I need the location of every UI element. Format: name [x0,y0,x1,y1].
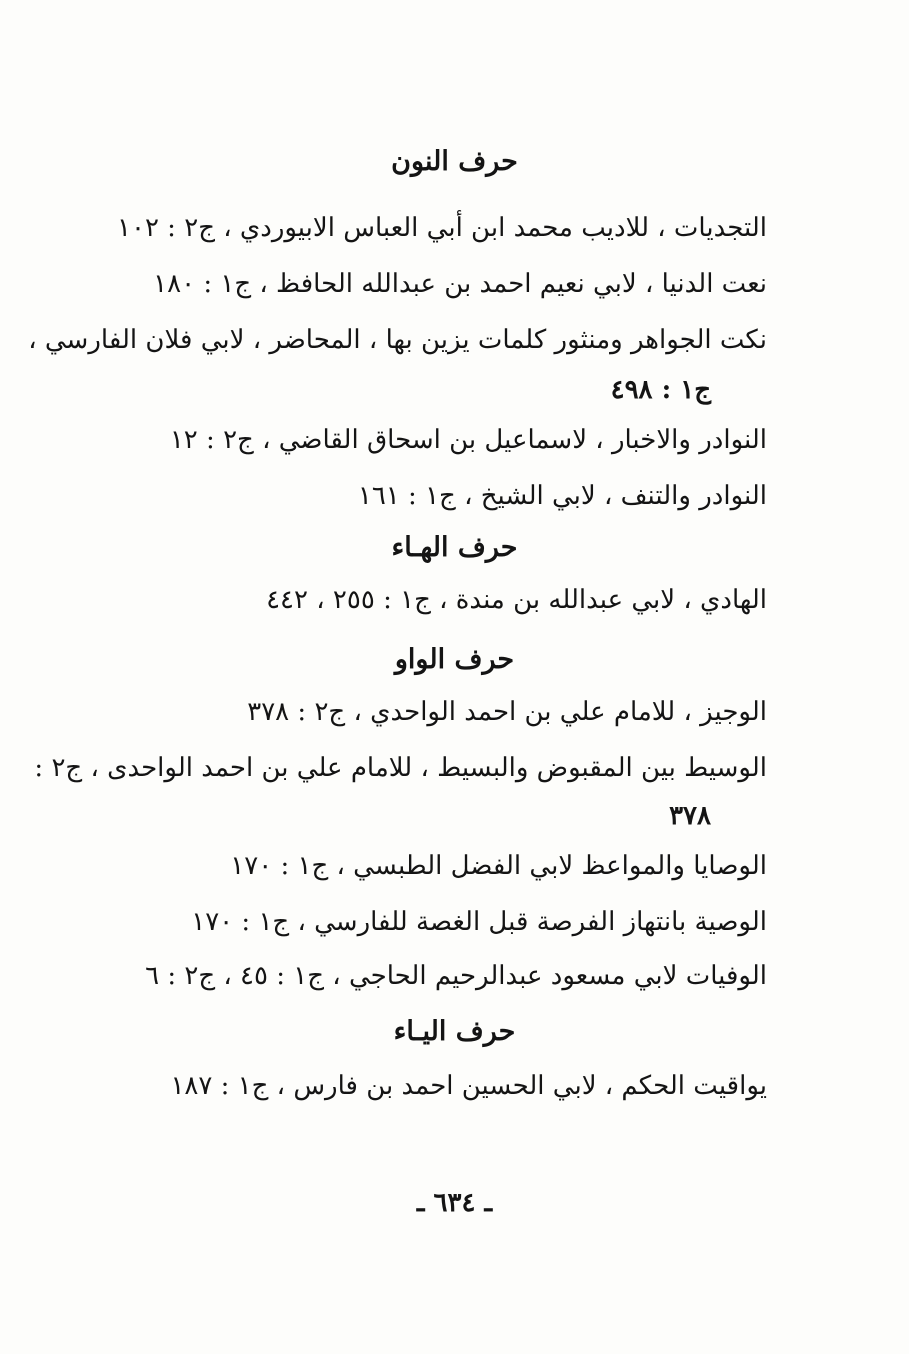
entry-al-wafayat: الوفيات لابي مسعود عبدالرحيم الحاجي ، ج١ : ٤٥ ، ج٢ : ٦ [145,961,767,991]
entry-nukat-al-jawahir: نكت الجواهر ومنثور كلمات يزين بها ، المحاضر ، لابي فلان الفارسي ، [28,325,767,355]
entry-al-wasaya: الوصايا والمواعظ لابي الفضل الطبسي ، ج١ : ١٧٠ [230,851,767,881]
page-number: ـ ٦٣٤ ـ [416,1188,493,1218]
section-heading-nun: حرف النون [391,146,518,177]
entry-tajdiyat: التجديات ، للاديب محمد ابن أبي العباس الابيوردي ، ج٢ : ١٠٢ [117,213,767,243]
entry-al-wasit-continuation: ٣٧٨ [669,801,711,831]
section-heading-ya: حرف اليـاء [393,1016,516,1047]
entry-al-wasiyya: الوصية بانتهاز الفرصة قبل الغصة للفارسي ، ج١ : ١٧٠ [191,907,767,937]
entry-al-wajiz: الوجيز ، للامام علي بن احمد الواحدي ، ج٢ : ٣٧٨ [247,697,767,727]
entry-naat-al-dunya: نعت الدنيا ، لابي نعيم احمد بن عبدالله الحافظ ، ج١ : ١٨٠ [153,269,767,299]
section-heading-waw: حرف الواو [394,644,515,675]
entry-yawaqit-al-hikam: يواقيت الحكم ، لابي الحسين احمد بن فارس ، ج١ : ١٨٧ [170,1071,767,1101]
entry-nawadir-wal-tanf: النوادر والتنف ، لابي الشيخ ، ج١ : ١٦١ [357,481,767,511]
section-heading-ha: حرف الهـاء [391,532,518,563]
entry-al-hadi: الهادي ، لابي عبدالله بن مندة ، ج١ : ٢٥٥ ، ٤٤٢ [266,585,767,615]
entry-al-wasit: الوسيط بين المقبوض والبسيط ، للامام علي بن احمد الواحدى ، ج٢ : [34,753,767,783]
entry-nukat-al-jawahir-continuation: ج١ : ٤٩٨ [610,375,711,405]
entry-nawadir-wal-akhbar: النوادر والاخبار ، لاسماعيل بن اسحاق القاضي ، ج٢ : ١٢ [169,425,767,455]
